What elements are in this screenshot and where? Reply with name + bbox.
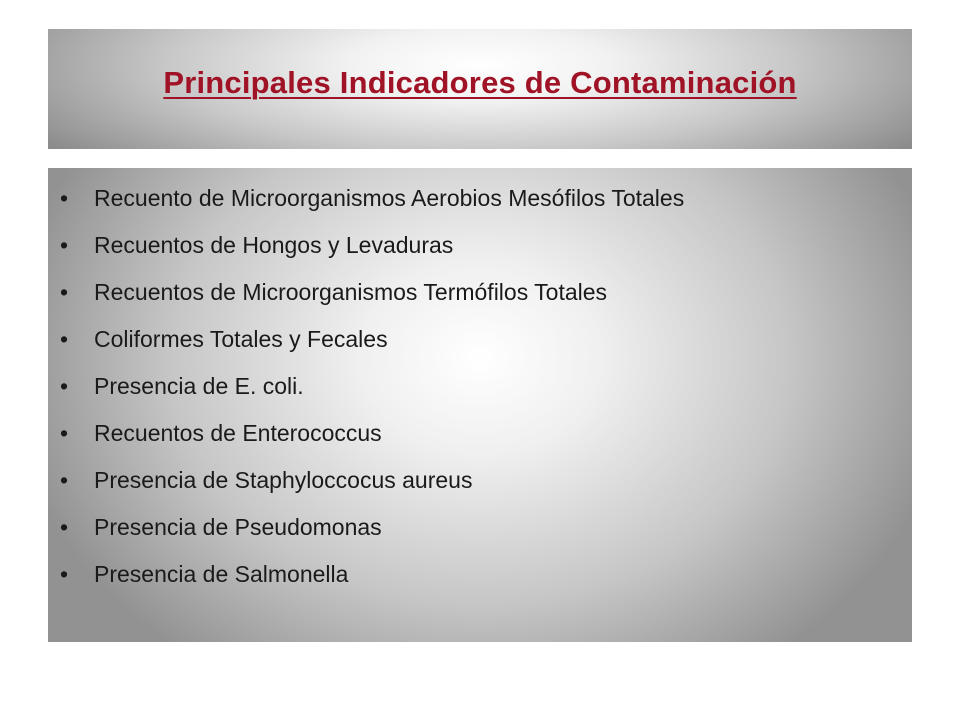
bullet-icon: • <box>60 326 69 352</box>
title-box <box>48 29 912 149</box>
list-item <box>48 417 834 450</box>
list-item <box>48 370 834 403</box>
list-item-text: Presencia de E. coli. <box>94 373 304 399</box>
bullet-icon: • <box>60 232 69 258</box>
content-box <box>48 168 912 642</box>
list-item <box>48 182 794 215</box>
bullet-icon: • <box>60 279 69 305</box>
bullet-icon: • <box>60 373 69 399</box>
list-item-text: Presencia de Salmonella <box>94 561 349 587</box>
slide-title: Principales Indicadores de Contaminación <box>163 65 797 100</box>
bullet-icon: • <box>60 467 69 493</box>
list-item-text: Presencia de Pseudomonas <box>94 514 382 540</box>
list-item-text: Coliformes Totales y Fecales <box>94 326 388 352</box>
bullet-icon: • <box>60 420 69 446</box>
list-item <box>48 511 834 544</box>
list-item-text: Recuentos de Enterococcus <box>94 420 382 446</box>
list-item <box>48 276 834 309</box>
list-item-text: Recuentos de Hongos y Levaduras <box>94 232 454 258</box>
bullet-icon: • <box>60 561 69 587</box>
list-item-text: Recuentos de Microorganismos Termófilos Totales <box>94 279 608 305</box>
bullet-icon: • <box>60 514 69 540</box>
list-item-text: Presencia de Staphyloccocus aureus <box>94 467 473 493</box>
list-item <box>48 558 834 591</box>
list-item-text: Recuento de Microorganismos Aerobios Mesófilos Totales <box>94 185 685 211</box>
list-item <box>48 464 834 497</box>
bullet-list <box>48 168 912 591</box>
bullet-icon: • <box>60 185 69 211</box>
list-item <box>48 229 834 262</box>
list-item <box>48 323 834 356</box>
